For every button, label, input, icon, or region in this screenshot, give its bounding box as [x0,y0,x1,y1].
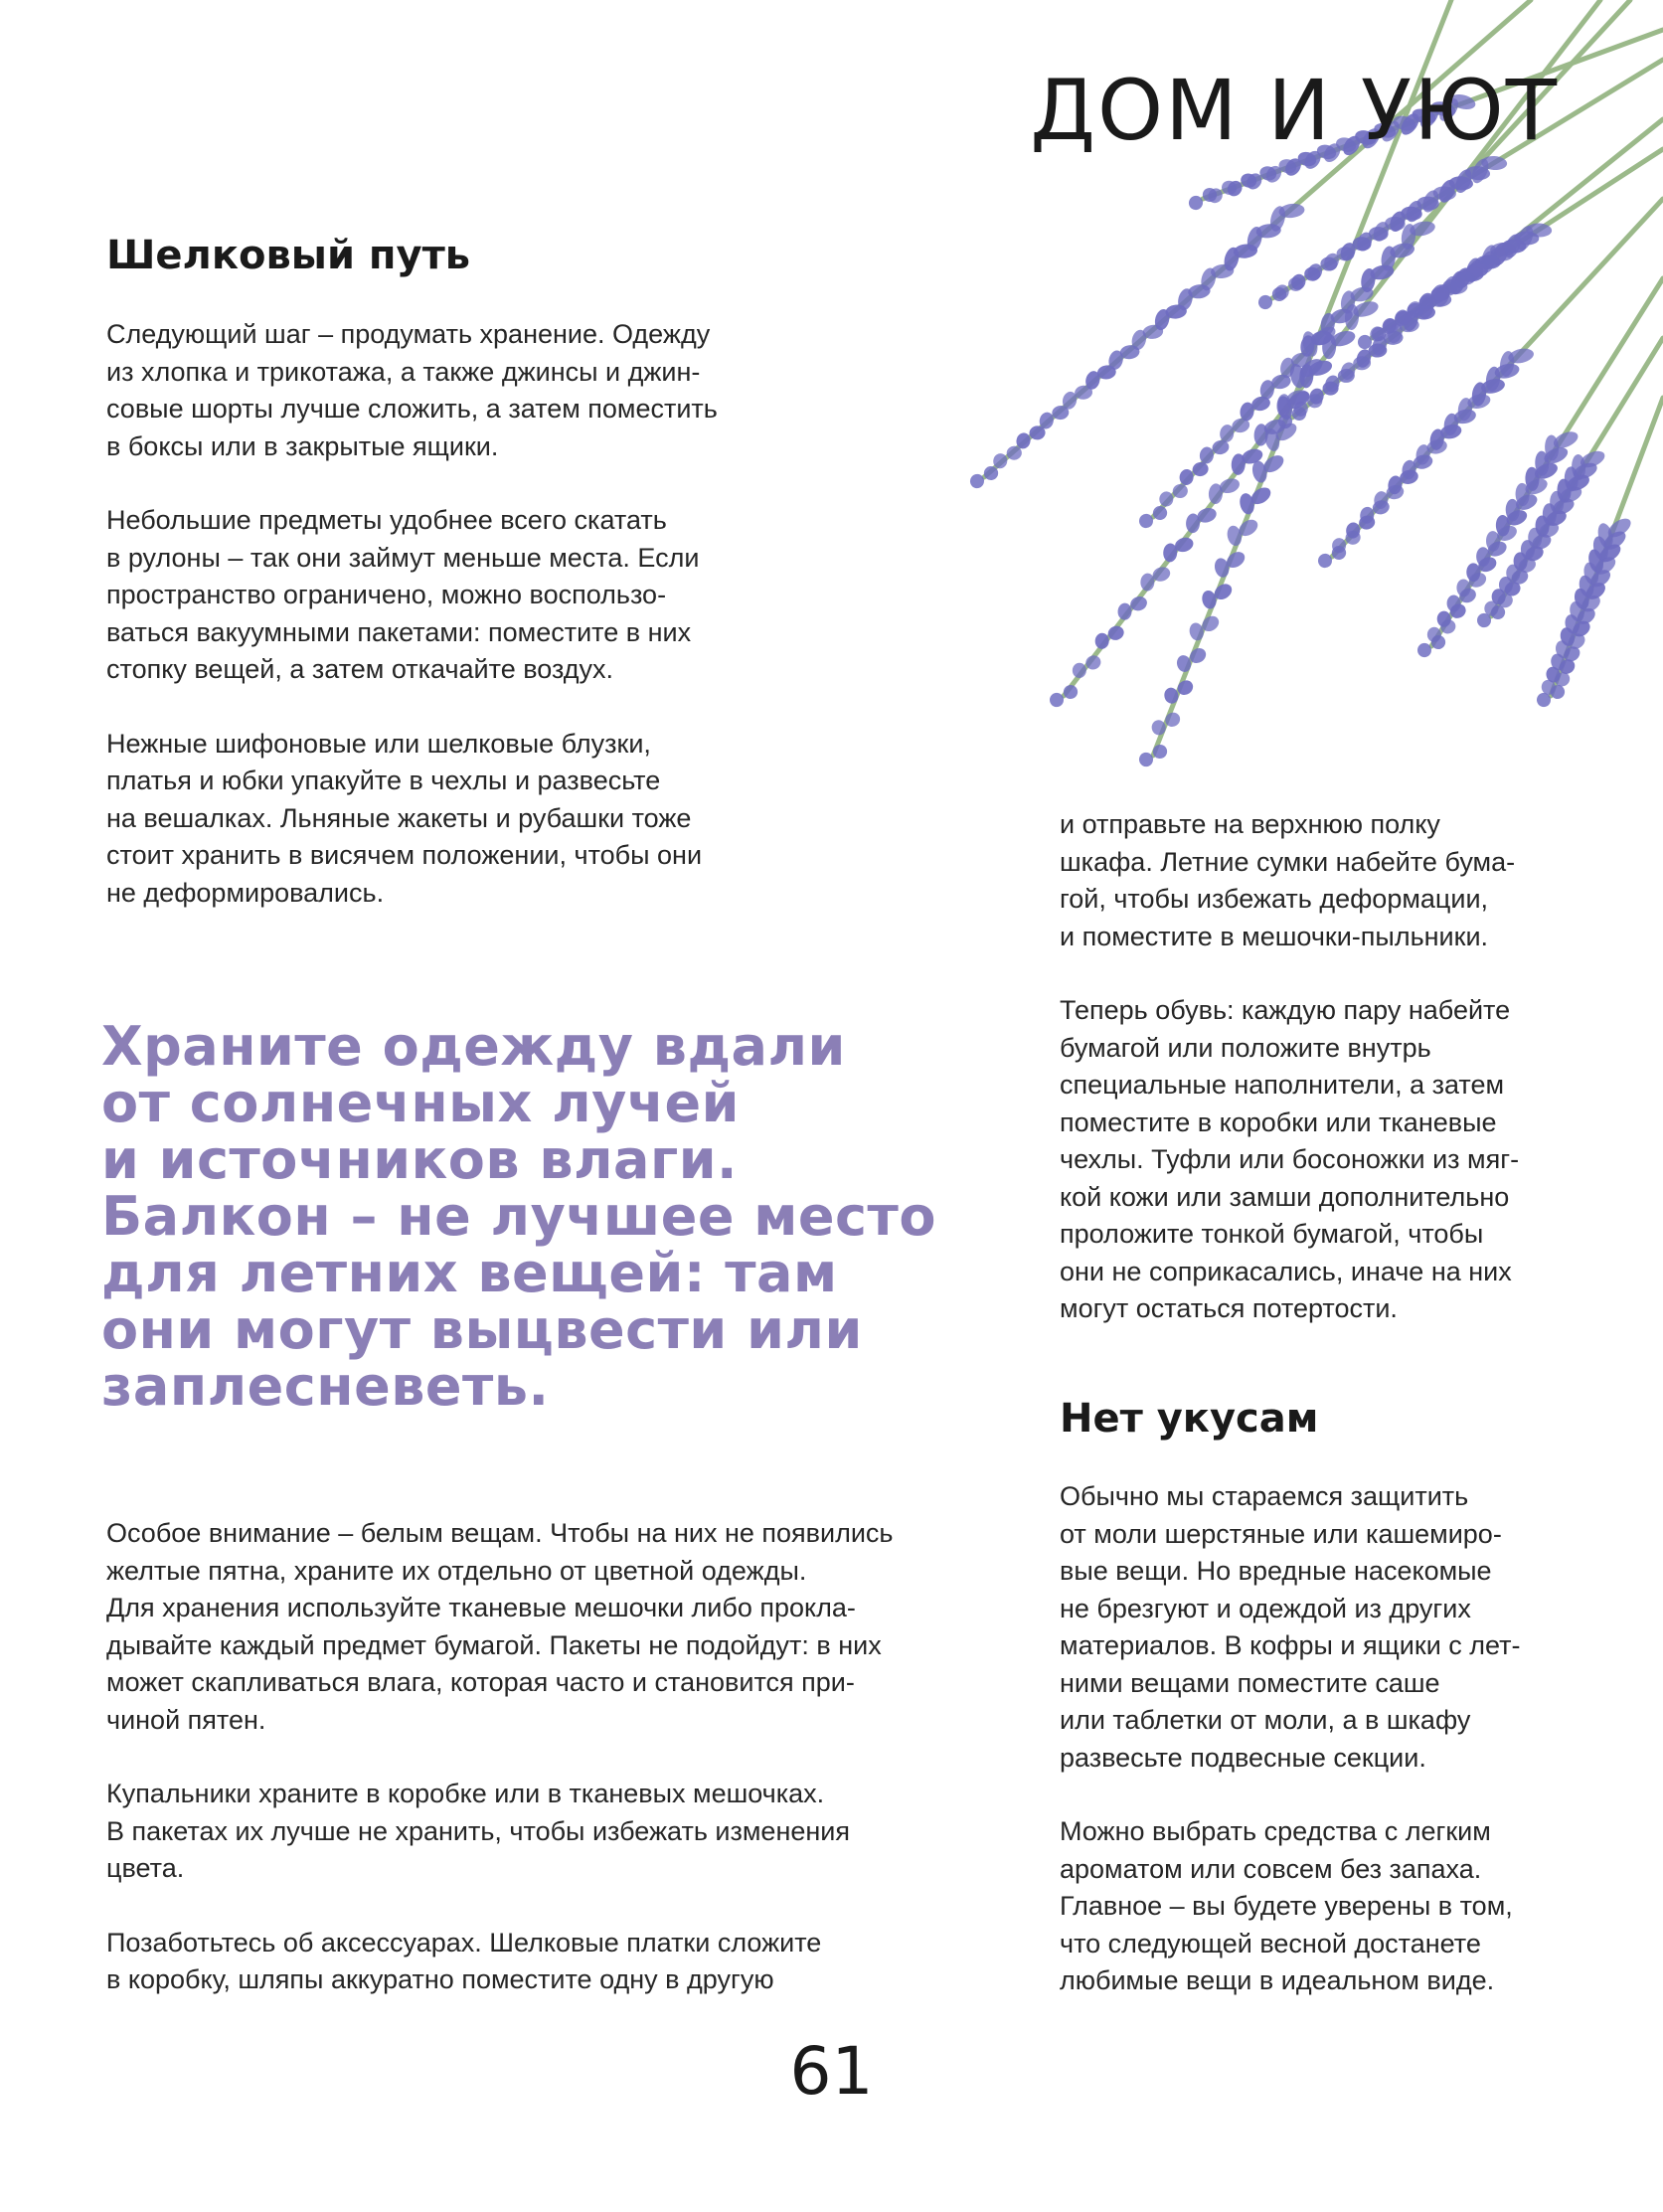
section-title: ДОМ И УЮТ [1030,62,1559,159]
paragraph-shoes: Теперь обувь: каждую пару набейте бумагой или положите внутрь специальные наполнители, а затем поместите в коробки или тканевые чехлы. Туфли или босоножки из мяг- кой кожи или замши дополнительно проложите тонкой бумагой, чтобы они не соприкасались, иначе на них могут остаться потертости. [1060,995,1520,1323]
paragraph-bags: и отправьте на верхнюю полку шкафа. Летние сумки набейте бума- гой, чтобы избежать деформации, и поместите в мешочки-пыльники. [1060,809,1516,951]
left-column-bottom [106,1515,961,1999]
paragraph-moths: Обычно мы стараемся защитить от моли шерстяные или кашемиро- вые вещи. Но вредные насекомые не брезгуют и одеждой из других материалов. В кофры и ящики с лет- ними вещами поместите саше или таблетки от моли, а в шкафу развесьте подвесные секции. [1060,1481,1521,1773]
paragraph-accessories: Позаботьтесь об аксессуарах. Шелковые платки сложите в коробку, шляпы аккуратно поместите одну в другую [106,1927,822,1994]
pull-quote: Храните одежду вдали от солнечных лучей и источников влаги. Балкон – не лучшее место для летних вещей: там они могут выцвести или заплесневеть. [101,1015,936,1418]
left-column-top [106,316,802,912]
paragraph-scents: Можно выбрать средства с легким ароматом или совсем без запаха. Главное – вы будете уверены в том, что следующей весной достанете любимые вещи в идеальном виде. [1060,1816,1513,1995]
paragraph-storage: Следующий шаг – продумать хранение. Одежду из хлопка и трикотажа, а также джинсы и джин- совые шорты лучше сложить, а затем поместить в боксы или в закрытые ящики. [106,319,718,461]
right-column-top [1060,806,1616,1328]
paragraph-white-items: Особое внимание – белым вещам. Чтобы на них не появились желтые пятна, храните их отдельно от цветной одежды. Для хранения используйте тканевые мешочки либо прокла- дывайте каждый предмет бумагой. Пакеты не подойдут: в них может скапливаться влага, которая часто и становится при- чиной пятен. [106,1518,894,1735]
paragraph-small-items: Небольшие предметы удобнее всего скатать в рулоны – так они займут меньше места. Если пространство ограничено, можно воспользо- ваться вакуумными пакетами: поместите в них стопку вещей, а затем откачайте воздух. [106,505,700,684]
page-number: 61 [789,2033,874,2110]
heading-silk-road: Шелковый путь [106,233,471,278]
heading-no-bites: Нет укусам [1060,1396,1319,1442]
paragraph-swimsuits: Купальники храните в коробке или в тканевых мешочках. В пакетах их лучше не хранить, чтобы избежать изменения цвета. [106,1779,850,1883]
right-column-bottom [1060,1478,1616,2000]
paragraph-delicates: Нежные шифоновые или шелковые блузки, платья и юбки упакуйте в чехлы и развесьте на вешалках. Льняные жакеты и рубашки тоже стоит хранить в висячем положении, чтобы они не деформировались. [106,728,703,908]
